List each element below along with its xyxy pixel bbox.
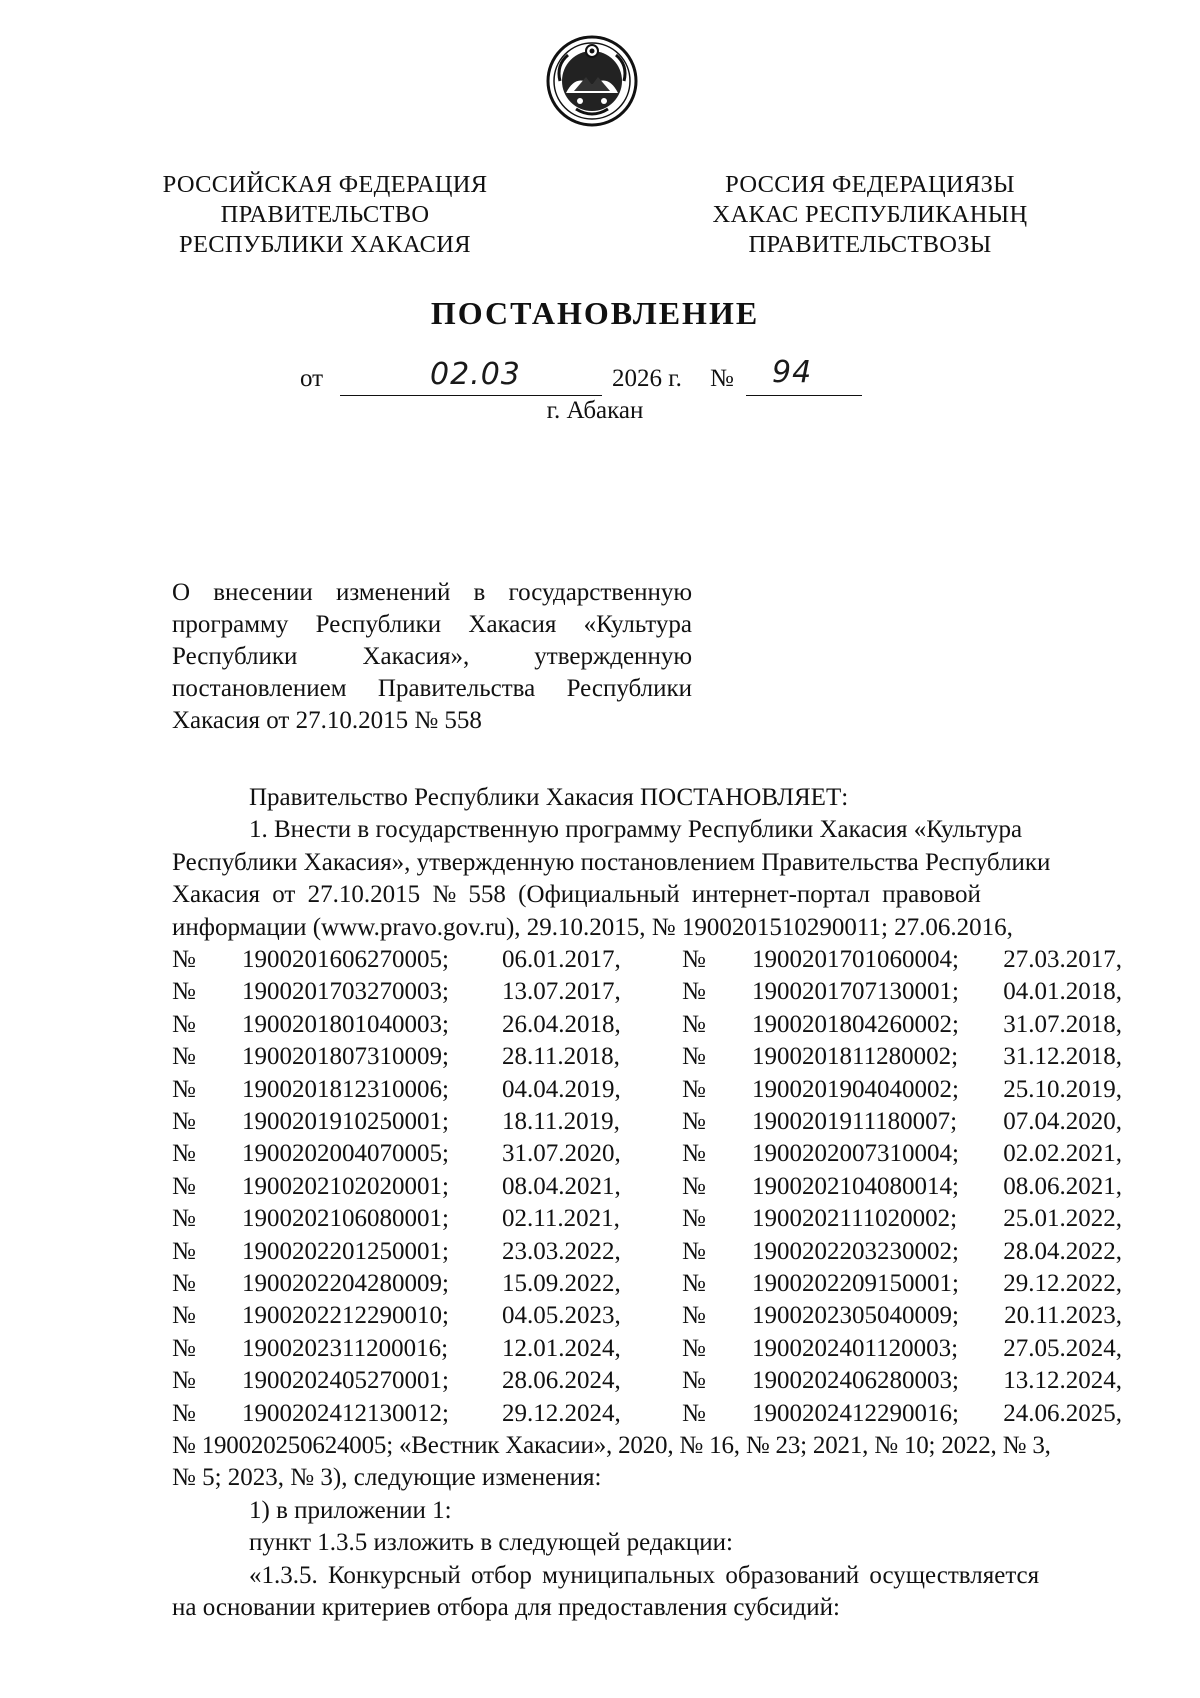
reg-number: 1900202412290016; — [752, 1399, 959, 1427]
after-registry-line-2: № 5; 2023, № 3), следующие изменения: — [172, 1464, 602, 1492]
reg-date: 29.12.2022, — [1003, 1270, 1122, 1298]
reg-date: 02.11.2021, — [502, 1205, 620, 1233]
reg-number: 1900202305040009; — [752, 1302, 959, 1330]
reg-date: 04.01.2018, — [1003, 978, 1122, 1006]
reg-number: 1900201804260002; — [752, 1010, 959, 1038]
registry-row — [172, 1171, 1122, 1203]
reg-number-sign: № — [172, 1075, 196, 1103]
reg-number-sign: № — [172, 1107, 196, 1135]
coat-of-arms-emblem — [546, 35, 638, 127]
reg-date: 28.11.2018, — [502, 1043, 620, 1071]
registry-row — [172, 976, 1122, 1008]
reg-date: 25.01.2022, — [1003, 1205, 1122, 1233]
reg-number-sign: № — [172, 1367, 196, 1395]
reg-number-sign: № — [682, 1367, 706, 1395]
document-title: ПОСТАНОВЛЕНИЕ — [430, 295, 760, 331]
reg-date: 31.07.2018, — [1003, 1010, 1122, 1038]
reg-number-sign: № — [682, 1302, 706, 1330]
reg-number-sign: № — [172, 1270, 196, 1298]
reg-number: 1900202104080014; — [752, 1172, 959, 1200]
reg-number: 1900201812310006; — [242, 1075, 449, 1103]
city-line: г. Абакан — [546, 397, 644, 424]
item-1-sub: пункт 1.3.5 изложить в следующей редакции: — [249, 1529, 733, 1557]
reg-number-sign: № — [682, 1010, 706, 1038]
number-handwritten: 94 — [772, 355, 813, 390]
quote-line-1: «1.3.5. Конкурсный отбор муниципальных образований осуществляется — [249, 1561, 1040, 1589]
reg-date: 04.04.2019, — [502, 1075, 621, 1103]
reg-number-sign: № — [172, 1172, 196, 1200]
reg-number: 1900202405270001; — [242, 1367, 449, 1395]
reg-date: 25.10.2019, — [1003, 1075, 1122, 1103]
subject-line-5: Хакасия от 27.10.2015 № 558 — [172, 707, 482, 734]
reg-date: 27.03.2017, — [1003, 945, 1122, 973]
reg-date: 31.07.2020, — [502, 1140, 621, 1168]
date-line — [300, 355, 920, 399]
registry-row — [172, 1041, 1122, 1073]
registry-row — [172, 1398, 1122, 1430]
quote-line-2: на основании критериев отбора для предоставления субсидий: — [172, 1594, 840, 1621]
subject-block — [172, 577, 692, 737]
date-handwritten: 02.03 — [430, 357, 521, 392]
date-underline — [340, 395, 602, 396]
reg-number: 1900202106080001; — [242, 1205, 449, 1233]
reg-date: 18.11.2019, — [502, 1107, 620, 1135]
registry-row — [172, 1009, 1122, 1041]
p1-line-4: информации (www.pravo.gov.ru), 29.10.2015, № 1900201510290011; 27.06.2016, — [172, 913, 1013, 941]
reg-number-sign: № — [682, 945, 706, 973]
body-intro: Правительство Республики Хакасия ПОСТАНОВЛЯЕТ: — [249, 784, 849, 811]
reg-number-sign: № — [682, 1237, 706, 1265]
reg-number: 1900202111020002; — [752, 1205, 958, 1233]
reg-date: 13.07.2017, — [502, 978, 621, 1006]
reg-date: 20.11.2023, — [1004, 1302, 1122, 1330]
reg-number-sign: № — [172, 1334, 196, 1362]
reg-number: 1900201904040002; — [752, 1075, 959, 1103]
registry-row — [172, 1333, 1122, 1365]
registry-row — [172, 1106, 1122, 1138]
reg-number: 1900201801040003; — [242, 1010, 449, 1038]
date-year: 2026 г. — [612, 365, 682, 392]
header-right-line-3: ПРАВИТЕЛЬСТВОЗЫ — [748, 231, 992, 258]
reg-date: 02.02.2021, — [1003, 1140, 1122, 1168]
reg-number: 1900201606270005; — [242, 945, 449, 973]
reg-date: 04.05.2023, — [502, 1302, 621, 1330]
reg-number-sign: № — [682, 1205, 706, 1233]
header-left — [150, 170, 500, 260]
reg-date: 13.12.2024, — [1003, 1367, 1122, 1395]
reg-number-sign: № — [172, 1140, 196, 1168]
reg-number-sign: № — [172, 1205, 196, 1233]
reg-number-sign: № — [172, 1010, 196, 1038]
reg-number: 1900202203230002; — [752, 1237, 959, 1265]
reg-number: 1900201703270003; — [242, 978, 449, 1006]
reg-number-sign: № — [682, 1399, 706, 1427]
reg-date: 28.04.2022, — [1003, 1237, 1122, 1265]
registry-row — [172, 1236, 1122, 1268]
reg-number-sign: № — [682, 978, 706, 1006]
reg-number: 1900201911180007; — [752, 1107, 958, 1135]
reg-number-sign: № — [682, 1043, 706, 1071]
subject-line-1: О внесении изменений в государственную — [172, 579, 692, 606]
reg-number-sign: № — [682, 1140, 706, 1168]
reg-date: 08.06.2021, — [1003, 1172, 1122, 1200]
subject-line-2: программу Республики Хакасия «Культура — [172, 611, 692, 638]
reg-number: 1900202102020001; — [242, 1172, 449, 1200]
reg-number: 1900202406280003; — [752, 1367, 959, 1395]
registry-row — [172, 1268, 1122, 1300]
reg-number-sign: № — [682, 1270, 706, 1298]
reg-number: 1900202401120003; — [752, 1334, 959, 1362]
reg-number: 1900201811280002; — [752, 1043, 959, 1071]
registry-row — [172, 1203, 1122, 1235]
reg-number: 1900202212290010; — [242, 1302, 449, 1330]
header-right-line-2: ХАКАС РЕСПУБЛИКАНЫҢ — [712, 201, 1028, 228]
reg-date: 07.04.2020, — [1003, 1107, 1122, 1135]
reg-date: 15.09.2022, — [502, 1270, 621, 1298]
reg-number: 1900202004070005; — [242, 1140, 449, 1168]
reg-date: 23.03.2022, — [502, 1237, 621, 1265]
registry-row — [172, 1074, 1122, 1106]
registry-row — [172, 1365, 1122, 1397]
item-1: 1) в приложении 1: — [249, 1496, 452, 1524]
reg-date: 31.12.2018, — [1003, 1043, 1122, 1071]
header-left-line-2: ПРАВИТЕЛЬСТВО — [220, 201, 430, 228]
reg-number-sign: № — [172, 1302, 196, 1330]
reg-number: 1900202007310004; — [752, 1140, 959, 1168]
reg-date: 27.05.2024, — [1003, 1334, 1122, 1362]
registry-row — [172, 1300, 1122, 1332]
header-left-line-3: РЕСПУБЛИКИ ХАКАСИЯ — [179, 231, 471, 258]
header-right — [690, 170, 1050, 260]
reg-number-sign: № — [682, 1107, 706, 1135]
number-sign: № — [710, 365, 734, 392]
reg-date: 12.01.2024, — [502, 1334, 621, 1362]
reg-number: 1900201701060004; — [752, 945, 959, 973]
reg-date: 26.04.2018, — [502, 1010, 621, 1038]
reg-number-sign: № — [172, 1237, 196, 1265]
reg-number: 1900202311200016; — [242, 1334, 449, 1362]
registry-table-body — [172, 944, 1122, 1430]
p1-line-2: Республики Хакасия», утвержденную постановлением Правительства Республики — [172, 848, 1051, 876]
registry-table — [172, 944, 1122, 1430]
reg-number: 1900201707130001; — [752, 978, 959, 1006]
reg-number-sign: № — [172, 978, 196, 1006]
date-prefix: от — [300, 365, 324, 392]
reg-date: 06.01.2017, — [502, 945, 621, 973]
document-body — [172, 782, 1122, 1624]
reg-number: 1900202209150001; — [752, 1270, 959, 1298]
reg-number: 1900202204280009; — [242, 1270, 449, 1298]
p1-line-3: Хакасия от 27.10.2015 № 558 (Официальный интернет-портал правовой — [172, 881, 981, 909]
reg-number-sign: № — [172, 945, 196, 973]
reg-number-sign: № — [172, 1043, 196, 1071]
reg-date: 24.06.2025, — [1003, 1399, 1122, 1427]
reg-number-sign: № — [682, 1334, 706, 1362]
header-right-line-1: РОССИЯ ФЕДЕРАЦИЯЗЫ — [725, 171, 1015, 198]
subject-line-3: Республики Хакасия», утвержденную — [172, 643, 692, 670]
reg-number: 1900202201250001; — [242, 1237, 449, 1265]
reg-number: 1900201807310009; — [242, 1043, 449, 1071]
after-registry-line-1: № 190020250624005; «Вестник Хакасии», 2020, № 16, № 23; 2021, № 10; 2022, № 3, — [172, 1432, 1051, 1460]
reg-number-sign: № — [682, 1075, 706, 1103]
reg-date: 28.06.2024, — [502, 1367, 621, 1395]
registry-row — [172, 1138, 1122, 1170]
header-left-line-1: РОССИЙСКАЯ ФЕДЕРАЦИЯ — [162, 171, 488, 198]
reg-number-sign: № — [682, 1172, 706, 1200]
number-underline — [746, 395, 862, 396]
reg-number: 1900202412130012; — [242, 1399, 449, 1427]
p1-line-1: 1. Внести в государственную программу Республики Хакасия «Культура — [249, 816, 1023, 844]
reg-date: 29.12.2024, — [502, 1399, 621, 1427]
reg-number-sign: № — [172, 1399, 196, 1427]
reg-number: 1900201910250001; — [242, 1107, 449, 1135]
reg-date: 08.04.2021, — [502, 1172, 621, 1200]
registry-row — [172, 944, 1122, 976]
subject-line-4: постановлением Правительства Республики — [172, 675, 692, 702]
